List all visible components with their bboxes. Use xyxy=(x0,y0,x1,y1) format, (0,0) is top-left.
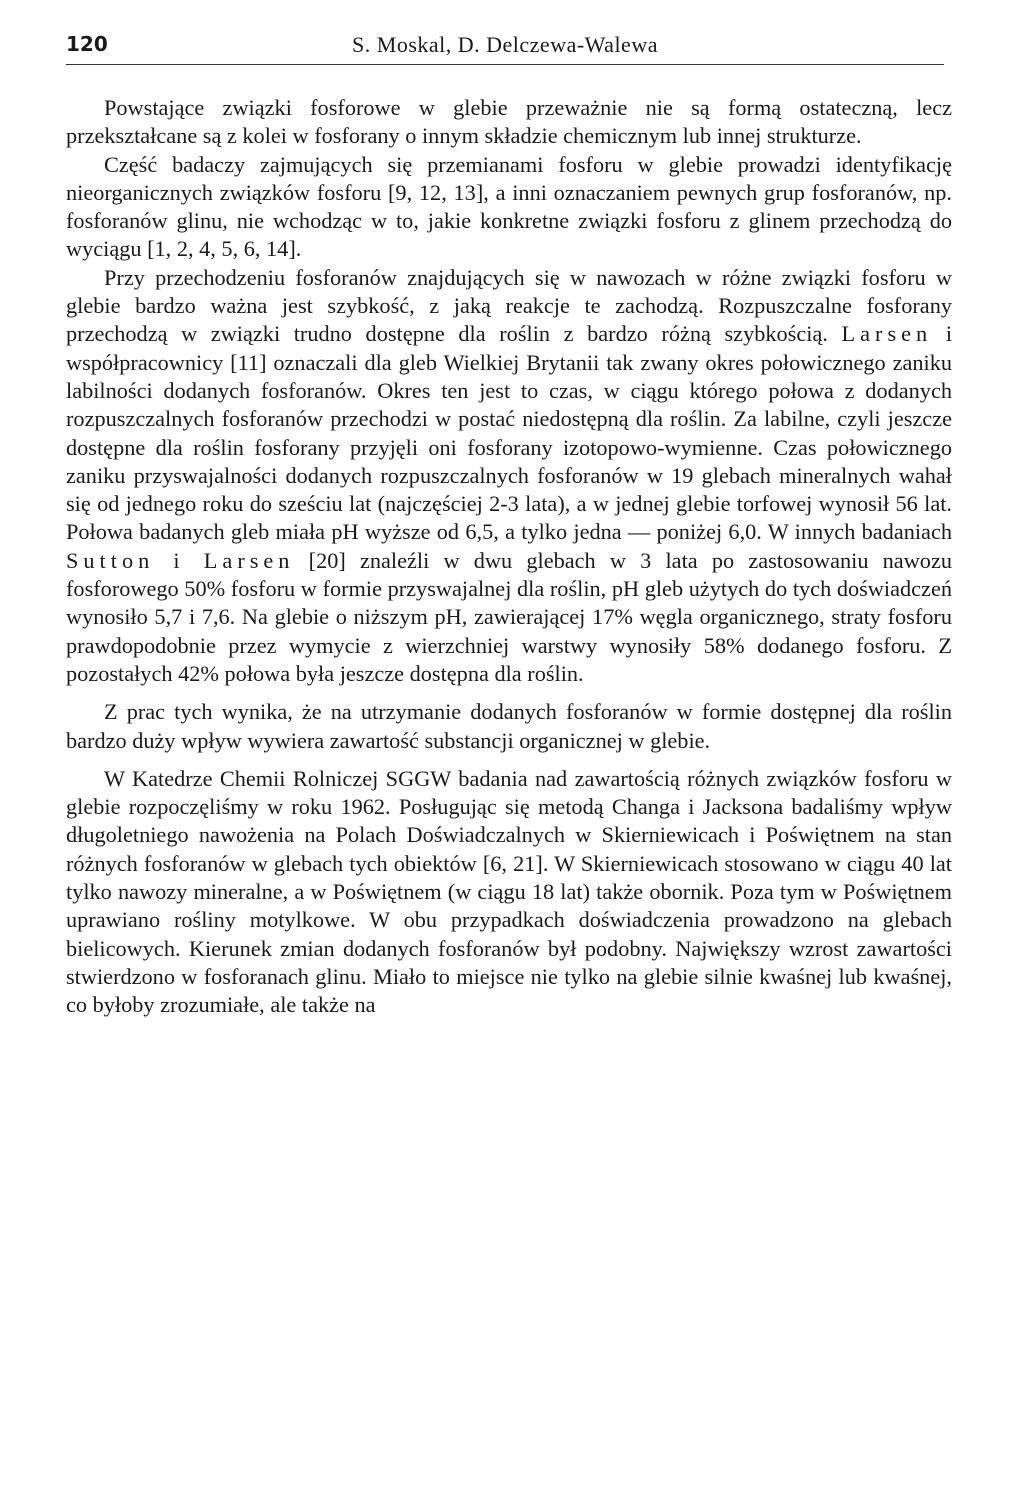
paragraph-3-part-2: i współpracownicy [11] oznaczali dla gleb Wielkiej Brytanii tak zwany okres połowicznego zaniku labilności dodanych fosforanów. Okres ten jest to czas, w ciągu którego połowa z dodanych rozpuszczalnych fosforanów przechodzi w postać niedostępną dla roślin. Za labilne, czyli jeszcze dostępne dla roślin fosforany przyjęli oni fosforany izotopowo-wymienne. Czas połowicznego zaniku przyswajalności dodanych rozpuszczalnych fosforanów w 19 glebach mineralnych wahał się od jednego roku do sześciu lat (najczęściej 2-3 lata), a w jednej glebie torfowej wynosił 56 lat. Połowa badanych gleb miała pH wyższe od 6,5, a tylko jedna — poniżej 6,0. W innych badaniach xyxy=(66,321,953,545)
running-head: S. Moskal, D. Delczewa-Walewa xyxy=(352,32,658,57)
author-name-larsen: Larsen xyxy=(841,321,933,347)
paragraph-3-part-1: Przy przechodzeniu fosforanów znajdujących się w nawozach w różne związki fosforu w glebie bardzo ważna jest szybkość, z jaką reakcje te zachodzą. Rozpuszczalne fosforany przechodzą w związki trudno dostępne dla roślin z bardzo różną szybkością. xyxy=(66,264,952,347)
body-text xyxy=(66,94,952,1020)
page-number: 120 xyxy=(66,32,108,56)
paragraph-5: W Katedrze Chemii Rolniczej SGGW badania nad zawartością różnych związków fosforu w glebie rozpoczęliśmy w roku 1962. Posługując się metodą Changa i Jacksona badaliśmy wpływ długoletniego nawożenia na Polach Doświadczalnych w Skierniewicach i Poświętnem na stan różnych fosforanów w glebach tych obiektów [6, 21]. W Skierniewicach stosowano w ciągu 40 lat tylko nawozy mineralne, a w Poświętnem (w ciągu 18 lat) także obornik. Poza tym w Poświętnem uprawiano rośliny motylkowe. W obu przypadkach doświadczenia prowadzono na glebach bielicowych. Kierunek zmian dodanych fosforanów był podobny. Największy wzrost zawartości stwierdzono w fosforanach glinu. Miało to miejsce nie tylko na glebie silnie kwaśnej lub kwaśnej, co byłoby zrozumiałe, ale także na xyxy=(66,765,952,1018)
paragraph-3-part-3: [20] znaleźli w dwu glebach w 3 lata po zastosowaniu nawozu fosforowego 50% fosforu w formie przyswajalnej dla roślin, pH gleb użytych do tych doświadczeń wynosiło 5,7 i 7,6. Na glebie o niższym pH, zawierającej 17% węgla organicznego, straty fosforu prawdopodobnie przez wymycie z wierzchniej warstwy wynosiły 58% dodanego fosforu. Z pozostałych 42% połowa była jeszcze dostępna dla roślin. xyxy=(66,547,952,686)
paragraph-2: Część badaczy zajmujących się przemianami fosforu w glebie prowadzi identyfikację nieorganicznych związków fosforu [9, 12, 13], a inni oznaczaniem pewnych grup fosforanów, np. fosforanów glinu, nie wchodząc w to, jakie konkretne związki fosforu z glinem przechodzą do wyciągu [1, 2, 4, 5, 6, 14]. xyxy=(66,151,952,262)
paragraph-1: Powstające związki fosforowe w glebie przeważnie nie są formą ostateczną, lecz przekształcane są z kolei w fosforany o innym składzie chemicznym lub innej strukturze. xyxy=(66,95,952,149)
paragraph-3 xyxy=(66,264,952,688)
page-header xyxy=(66,32,944,60)
author-names-sutton-larsen: Sutton i Larsen xyxy=(66,547,295,573)
header-rule xyxy=(66,64,944,65)
paragraph-4: Z prac tych wynika, że na utrzymanie dodanych fosforanów w formie dostępnej dla roślin bardzo duży wpływ wywiera zawartość substancji organicznej w glebie. xyxy=(66,699,952,753)
